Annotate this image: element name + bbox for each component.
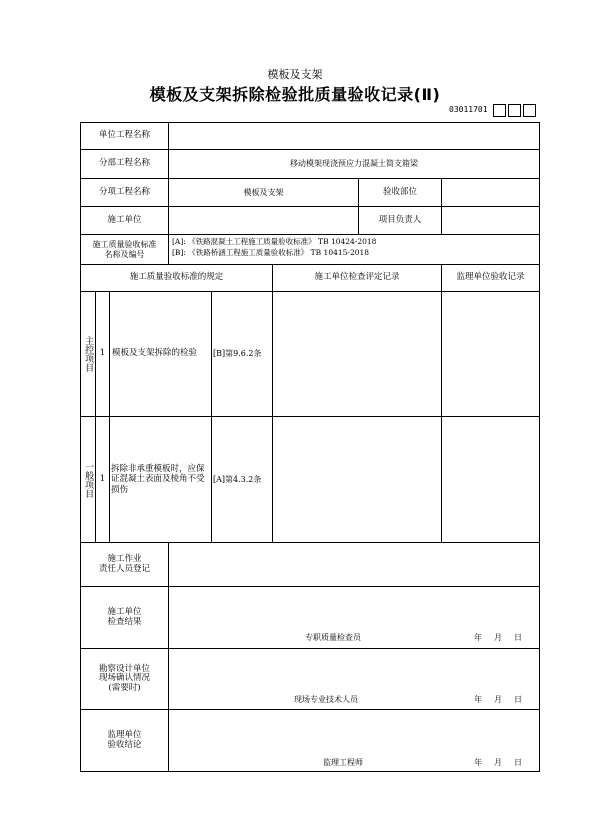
form-code: 03011701 xyxy=(449,105,488,114)
code-box-2[interactable] xyxy=(508,104,521,117)
supervisor-record-header: 监理单位验收记录 xyxy=(456,272,525,283)
project-manager-field[interactable] xyxy=(442,207,539,234)
division-label: 分部工程名称 xyxy=(98,158,150,169)
standard-label-line1: 施工质量验收标准 xyxy=(92,240,157,250)
code-box-3[interactable] xyxy=(523,104,536,117)
standard-a: [A]: 《铁路混凝土工程施工质量验收标准》 TB 10424-2018 xyxy=(172,237,377,246)
check-label-line2: 检查结果 xyxy=(107,616,142,627)
main-item-description: 模板及支架拆除的检验 xyxy=(112,348,198,359)
general-item-description: 拆除非承重模板时，应保证混凝土表面及棱角不受损伤 xyxy=(111,464,205,495)
acceptance-part-label: 验收部位 xyxy=(382,186,417,197)
document-title: 模板及支架拆除检验批质量验收记录(Ⅱ) xyxy=(149,85,441,104)
code-box-1[interactable] xyxy=(493,104,506,117)
check-result-label xyxy=(81,587,168,648)
col-divider xyxy=(211,291,212,542)
supervision-label-line1: 监理单位 xyxy=(107,729,142,740)
supervision-year: 年 xyxy=(474,758,482,767)
crew-label-line1: 施工作业 xyxy=(107,553,142,564)
contractor-field[interactable] xyxy=(169,207,358,234)
supervision-month: 月 xyxy=(494,758,502,767)
design-label-line3: (需要时) xyxy=(108,682,141,693)
division-field[interactable]: 移动模架现浇预应力混凝土简支箱梁 xyxy=(290,159,418,169)
acceptance-part-field[interactable] xyxy=(442,179,539,206)
design-year: 年 xyxy=(474,695,482,704)
subdivision-field[interactable]: 模板及支架 xyxy=(243,187,284,197)
general-contractor-record[interactable] xyxy=(273,417,441,542)
contractor-label: 施工单位 xyxy=(107,214,142,225)
quality-inspector-signer: 专职质量检查员 xyxy=(305,633,361,642)
unit-project-label: 单位工程名称 xyxy=(98,130,150,141)
design-month: 月 xyxy=(494,695,502,704)
crew-field[interactable] xyxy=(169,543,539,586)
crew-label-line2: 责任人员登记 xyxy=(98,563,150,574)
design-label-line2: 现场确认情况 xyxy=(98,673,150,684)
main-item-number: 1 xyxy=(99,348,106,359)
main-contractor-record[interactable] xyxy=(273,292,441,416)
standard-label xyxy=(81,235,168,264)
crew-label xyxy=(81,543,168,586)
subdivision-label: 分项工程名称 xyxy=(98,186,150,197)
supervision-day: 日 xyxy=(514,758,522,767)
main-control-group: 主控项目 xyxy=(83,336,94,372)
main-item-reference: [B]第9.6.2条 xyxy=(213,349,262,359)
general-item-reference: [A]第4.3.2条 xyxy=(213,474,262,484)
check-day: 日 xyxy=(514,633,522,642)
spec-column-header: 施工质量验收标准的规定 xyxy=(129,272,224,283)
standard-label-line2: 名称及编号 xyxy=(104,249,145,259)
supervision-conclusion-label xyxy=(81,710,168,771)
design-label-line1: 勘察设计单位 xyxy=(98,663,150,674)
technical-staff-signer: 现场专业技术人员 xyxy=(294,695,358,704)
check-year: 年 xyxy=(474,633,482,642)
document-subtitle: 模板及支架 xyxy=(267,68,323,81)
contractor-record-header: 施工单位检查评定记录 xyxy=(314,272,400,283)
general-group: 一般项目 xyxy=(83,461,94,498)
check-month: 月 xyxy=(494,633,502,642)
design-confirm-label xyxy=(81,649,168,709)
standard-b: [B]: 《铁路桥涵工程施工质量验收标准》 TB 10415-2018 xyxy=(172,248,370,257)
general-item-number: 1 xyxy=(99,473,106,484)
check-label-line1: 施工单位 xyxy=(107,606,142,617)
supervision-label-line2: 验收结论 xyxy=(107,739,142,750)
supervision-engineer-signer: 监理工程师 xyxy=(323,758,363,767)
col-divider xyxy=(109,291,110,542)
project-manager-label: 项目负责人 xyxy=(378,214,422,225)
design-day: 日 xyxy=(514,695,522,704)
main-supervisor-record[interactable] xyxy=(442,292,539,416)
general-supervisor-record[interactable] xyxy=(442,417,539,542)
unit-project-field[interactable] xyxy=(169,123,539,149)
